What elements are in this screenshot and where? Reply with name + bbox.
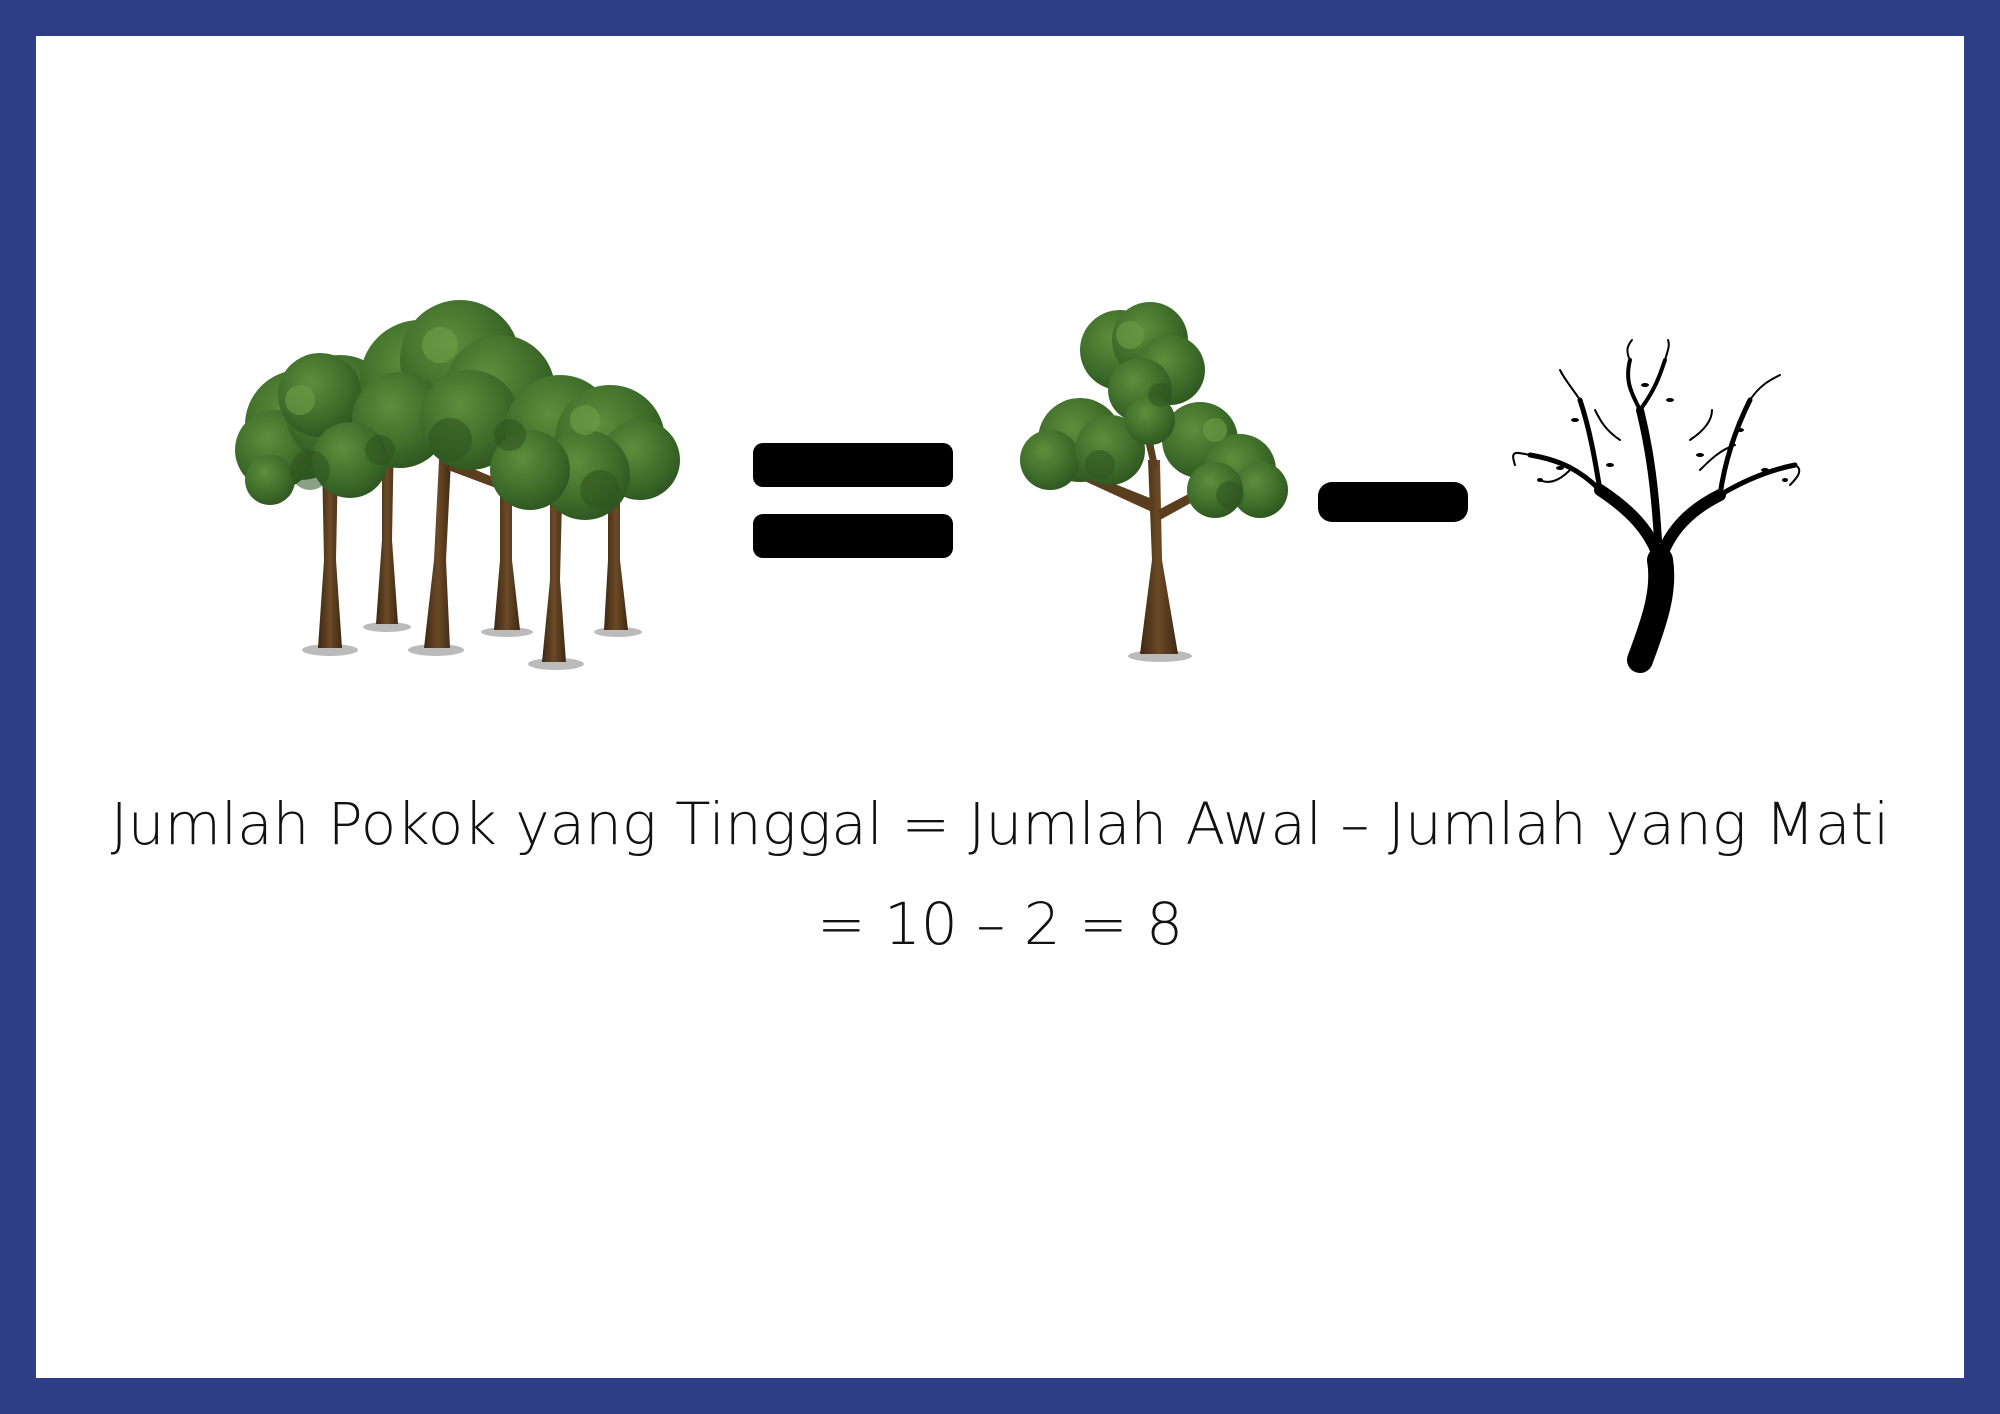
green-tree-icon: [1020, 302, 1288, 662]
equals-sign-icon: [753, 443, 953, 558]
minus-sign-icon: [1318, 482, 1468, 522]
calculation-text: = 10 – 2 = 8: [817, 890, 1183, 958]
forest-group-icon: [235, 300, 680, 670]
dead-tree-icon: [1513, 340, 1799, 660]
formula-text: Jumlah Pokok yang Tinggal = Jumlah Awal – Jumlah yang Mati: [110, 790, 1890, 858]
